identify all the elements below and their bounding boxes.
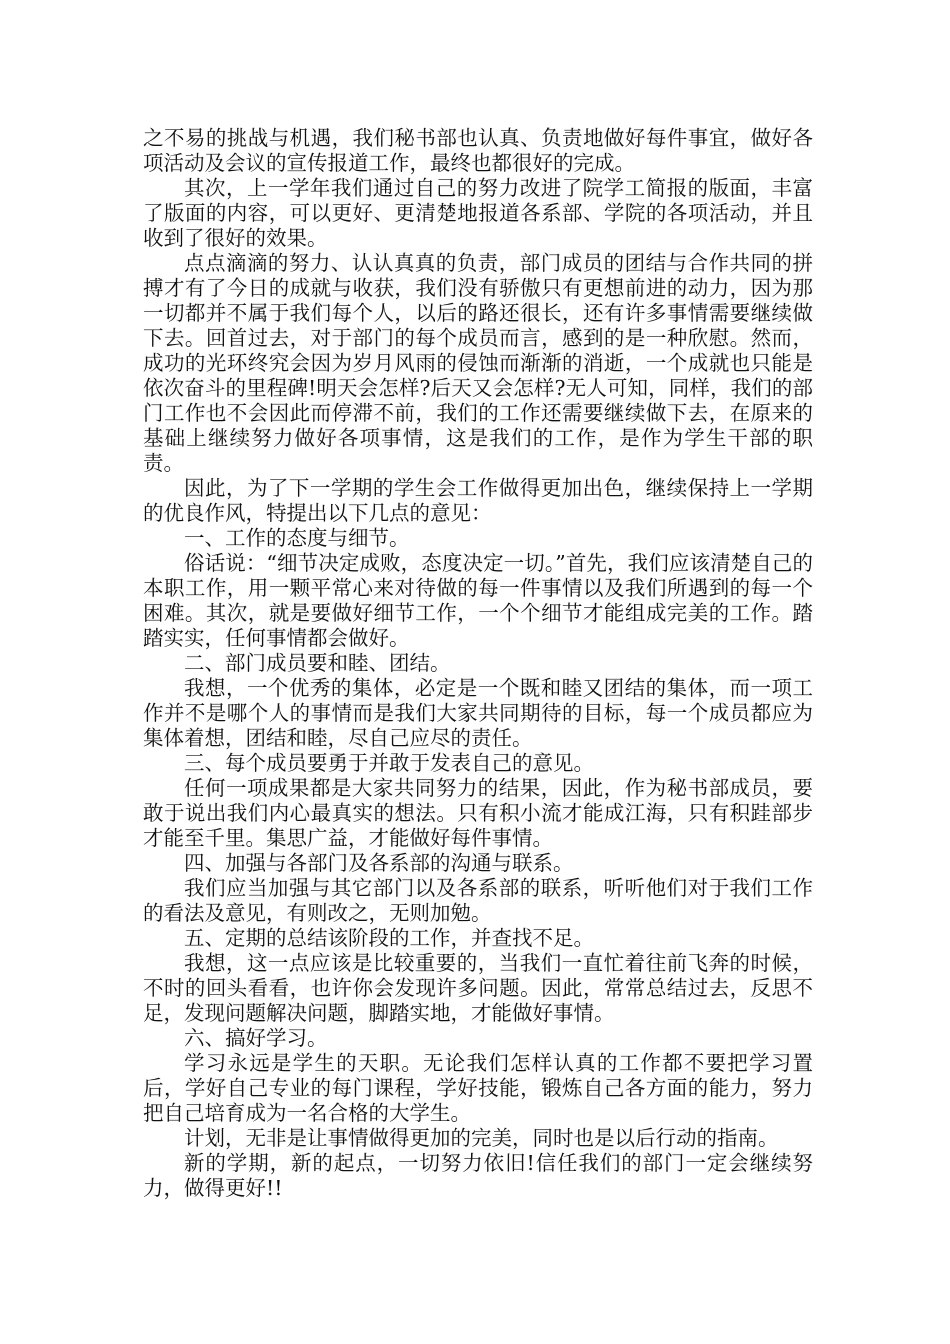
paragraph: 任何一项成果都是大家共同努力的结果，因此，作为秘书部成员，要敢于说出我们内心最真实的想法。只有积小流才能成江海，只有积跬部步才能至千里。集思广益，才能做好每件事情。 (143, 776, 813, 850)
section-heading: 六、搞好学习。 (184, 1026, 328, 1050)
paragraph: 计划，无非是让事情做得更加的完美，同时也是以后行动的指南。 (184, 1126, 779, 1150)
paragraph: 我们应当加强与其它部门以及各系部的联系，听听他们对于我们工作的看法及意见，有则改之，无则加勉。 (143, 876, 813, 925)
section-heading: 四、加强与各部门及各系部的沟通与联系。 (184, 851, 574, 875)
paragraph: 我想，一个优秀的集体，必定是一个既和睦又团结的集体，而一项工作并不是哪个人的事情而是我们大家共同期待的目标，每一个成员都应为集体着想，团结和睦，尽自己应尽的责任。 (143, 676, 813, 750)
paragraph: 因此，为了下一学期的学生会工作做得更加出色，继续保持上一学期的优良作风，特提出以下几点的意见： (143, 476, 813, 525)
document-body (143, 126, 813, 1201)
section-heading: 五、定期的总结该阶段的工作，并查找不足。 (184, 926, 594, 950)
paragraph: 其次，上一学年我们通过自己的努力改进了院学工简报的版面，丰富了版面的内容，可以更好、更清楚地报道各系部、学院的各项活动，并且收到了很好的效果。 (143, 176, 813, 250)
section-heading: 三、每个成员要勇于并敢于发表自己的意见。 (184, 751, 594, 775)
paragraph: 学习永远是学生的天职。无论我们怎样认真的工作都不要把学习置后，学好自己专业的每门课程，学好技能，锻炼自己各方面的能力，努力把自己培育成为一名合格的大学生。 (143, 1051, 813, 1125)
paragraph: 点点滴滴的努力、认认真真的负责，部门成员的团结与合作共同的拼搏才有了今日的成就与收获，我们没有骄傲只有更想前进的动力，因为那一切都并不属于我们每个人，以后的路还很长，还有许多事情需要继续做下去。回首过去，对于部门的每个成员而言，感到的是一种欣慰。然而，成功的光环终究会因为岁月风雨的侵蚀而渐渐的消逝，一个成就也只能是依次奋斗的里程碑!明天会怎样?后天又会怎样?无人可知，同样，我们的部门工作也不会因此而停滞不前，我们的工作还需要继续做下去，在原来的基础上继续努力做好各项事情，这是我们的工作，是作为学生干部的职责。 (143, 251, 813, 475)
paragraph: 之不易的挑战与机遇，我们秘书部也认真、负责地做好每件事宜，做好各项活动及会议的宣传报道工作，最终也都很好的完成。 (143, 126, 813, 175)
section-heading: 二、部门成员要和睦、团结。 (184, 651, 451, 675)
paragraph: 新的学期，新的起点，一切努力依旧!信任我们的部门一定会继续努力，做得更好!! (143, 1151, 813, 1200)
paragraph: 我想，这一点应该是比较重要的，当我们一直忙着往前飞奔的时候，不时的回头看看，也许你会发现许多问题。因此，常常总结过去，反思不足，发现问题解决问题，脚踏实地，才能做好事情。 (143, 951, 813, 1025)
paragraph: 俗话说：“细节决定成败，态度决定一切。”首先，我们应该清楚自己的本职工作，用一颗平常心来对待做的每一件事情以及我们所遇到的每一个困难。其次，就是要做好细节工作，一个个细节才能组成完美的工作。踏踏实实，任何事情都会做好。 (143, 551, 813, 650)
section-heading: 一、工作的态度与细节。 (184, 526, 410, 550)
